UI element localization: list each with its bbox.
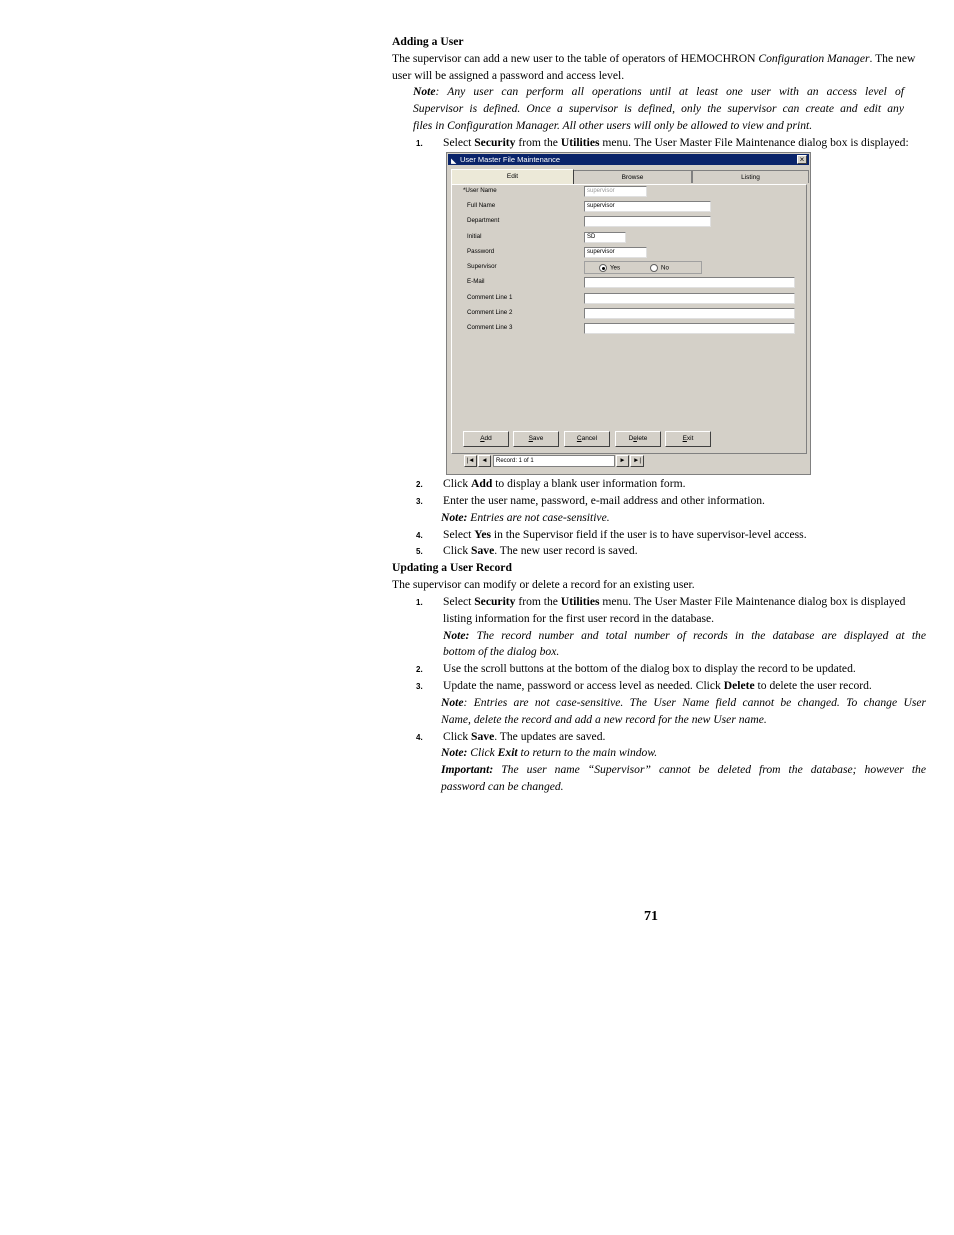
step-number: 3.: [416, 497, 423, 506]
save-button[interactable]: Save: [513, 431, 559, 447]
adding-step-4: Select Yes in the Supervisor field if the user is to have supervisor-level access.: [443, 528, 807, 541]
updating-step-1-line2: listing information for the first user record in the database.: [443, 612, 715, 625]
user-name-field[interactable]: supervisor: [584, 186, 647, 197]
label-initial: Initial: [467, 233, 482, 240]
updating-step-4: Click Save. The updates are saved.: [443, 730, 606, 743]
updating-step-1-note-line2: bottom of the dialog box.: [443, 645, 560, 658]
next-record-button[interactable]: ►: [616, 455, 629, 467]
updating-step-1: Select Security from the Utilities menu. The User Master File Maintenance dialog box is displayed: [443, 595, 906, 608]
page-number: 71: [644, 909, 658, 924]
tab-listing[interactable]: Listing: [692, 170, 809, 183]
app-icon: ◣: [451, 158, 457, 165]
tab-edit[interactable]: Edit: [451, 169, 574, 184]
label-user-name: *User Name: [463, 187, 497, 194]
delete-button[interactable]: Delete: [615, 431, 661, 447]
adding-note-line1: Note: Any user can perform all operations until at least one user with an access level of: [413, 85, 904, 98]
step-number: 1.: [416, 139, 423, 148]
department-field[interactable]: [584, 216, 711, 227]
step-number: 2.: [416, 480, 423, 489]
adding-step-5: Click Save. The new user record is saved.: [443, 544, 638, 557]
step-number: 4.: [416, 733, 423, 742]
adding-note-line2: Supervisor is defined. Once a supervisor is defined, only the supervisor can create and edit any: [413, 102, 904, 115]
add-button[interactable]: Add: [463, 431, 509, 447]
updating-step-1-note-line1: Note: The record number and total number of records in the database are displayed at the: [443, 629, 926, 642]
section-heading-updating-record: Updating a User Record: [392, 561, 512, 574]
label-full-name: Full Name: [467, 202, 496, 209]
important-note-line1: Important: The user name “Supervisor” cannot be deleted from the database; however the: [441, 763, 926, 776]
adding-step-2: Click Add to display a blank user information form.: [443, 477, 686, 490]
step-number: 5.: [416, 547, 423, 556]
adding-step-1: Select Security from the Utilities menu. The User Master File Maintenance dialog box is displayed:: [443, 136, 909, 149]
updating-intro: The supervisor can modify or delete a record for an existing user.: [392, 578, 695, 591]
tab-browse[interactable]: Browse: [573, 170, 692, 183]
adding-step-3: Enter the user name, password, e-mail address and other information.: [443, 494, 765, 507]
label-password: Password: [467, 248, 495, 255]
adding-intro-line2: user will be assigned a password and access level.: [392, 69, 625, 82]
label-comment-1: Comment Line 1: [467, 294, 513, 301]
radio-empty-icon: [650, 264, 658, 272]
previous-record-button[interactable]: ◄: [478, 455, 491, 467]
step-number: 3.: [416, 682, 423, 691]
updating-step-3-note-line1: Note: Entries are not case-sensitive. The User Name field cannot be changed. To change User: [441, 696, 926, 709]
cancel-button[interactable]: Cancel: [564, 431, 610, 447]
step-number: 4.: [416, 531, 423, 540]
full-name-field[interactable]: supervisor: [584, 201, 711, 212]
first-record-button[interactable]: |◄: [464, 455, 477, 467]
important-note-line2: password can be changed.: [441, 780, 564, 793]
radio-selected-icon: [599, 264, 607, 272]
password-field[interactable]: supervisor: [584, 247, 647, 258]
label-supervisor: Supervisor: [467, 263, 497, 270]
last-record-button[interactable]: ►|: [630, 455, 644, 467]
exit-button[interactable]: Exit: [665, 431, 711, 447]
adding-note-line3: files in Configuration Manager. All other users will only be allowed to view and print.: [413, 119, 813, 132]
label-comment-3: Comment Line 3: [467, 324, 513, 331]
adding-intro-line1: The supervisor can add a new user to the table of operators of HEMOCHRON Configuration Manager. The new: [392, 52, 916, 65]
supervisor-radio-group: [584, 261, 702, 274]
comment-line-3-field[interactable]: [584, 323, 795, 334]
tab-bar: [451, 170, 807, 184]
adding-step-3-note: Note: Entries are not case-sensitive.: [441, 511, 610, 524]
step-number: 2.: [416, 665, 423, 674]
updating-step-3-note-line2: Name, delete the record and add a new record for the new User name.: [441, 713, 767, 726]
user-master-file-dialog: [446, 152, 811, 475]
record-indicator: Record: 1 of 1: [493, 455, 615, 467]
supervisor-yes-radio[interactable]: Yes: [599, 264, 620, 273]
comment-line-2-field[interactable]: [584, 308, 795, 319]
updating-step-4-note: Note: Click Exit to return to the main window.: [441, 746, 658, 759]
label-department: Department: [467, 217, 500, 224]
label-email: E-Mail: [467, 278, 485, 285]
section-heading-adding-user: Adding a User: [392, 35, 464, 48]
dialog-title-bar: [448, 154, 809, 165]
comment-line-1-field[interactable]: [584, 293, 795, 304]
updating-step-3: Update the name, password or access level as needed. Click Delete to delete the user record.: [443, 679, 872, 692]
step-number: 1.: [416, 598, 423, 607]
supervisor-no-radio[interactable]: No: [650, 264, 669, 273]
initial-field[interactable]: SD: [584, 232, 626, 243]
label-comment-2: Comment Line 2: [467, 309, 513, 316]
updating-step-2: Use the scroll buttons at the bottom of the dialog box to display the record to be updated.: [443, 662, 856, 675]
email-field[interactable]: [584, 277, 795, 288]
close-icon[interactable]: ×: [797, 155, 807, 164]
dialog-title: User Master File Maintenance: [460, 155, 561, 164]
